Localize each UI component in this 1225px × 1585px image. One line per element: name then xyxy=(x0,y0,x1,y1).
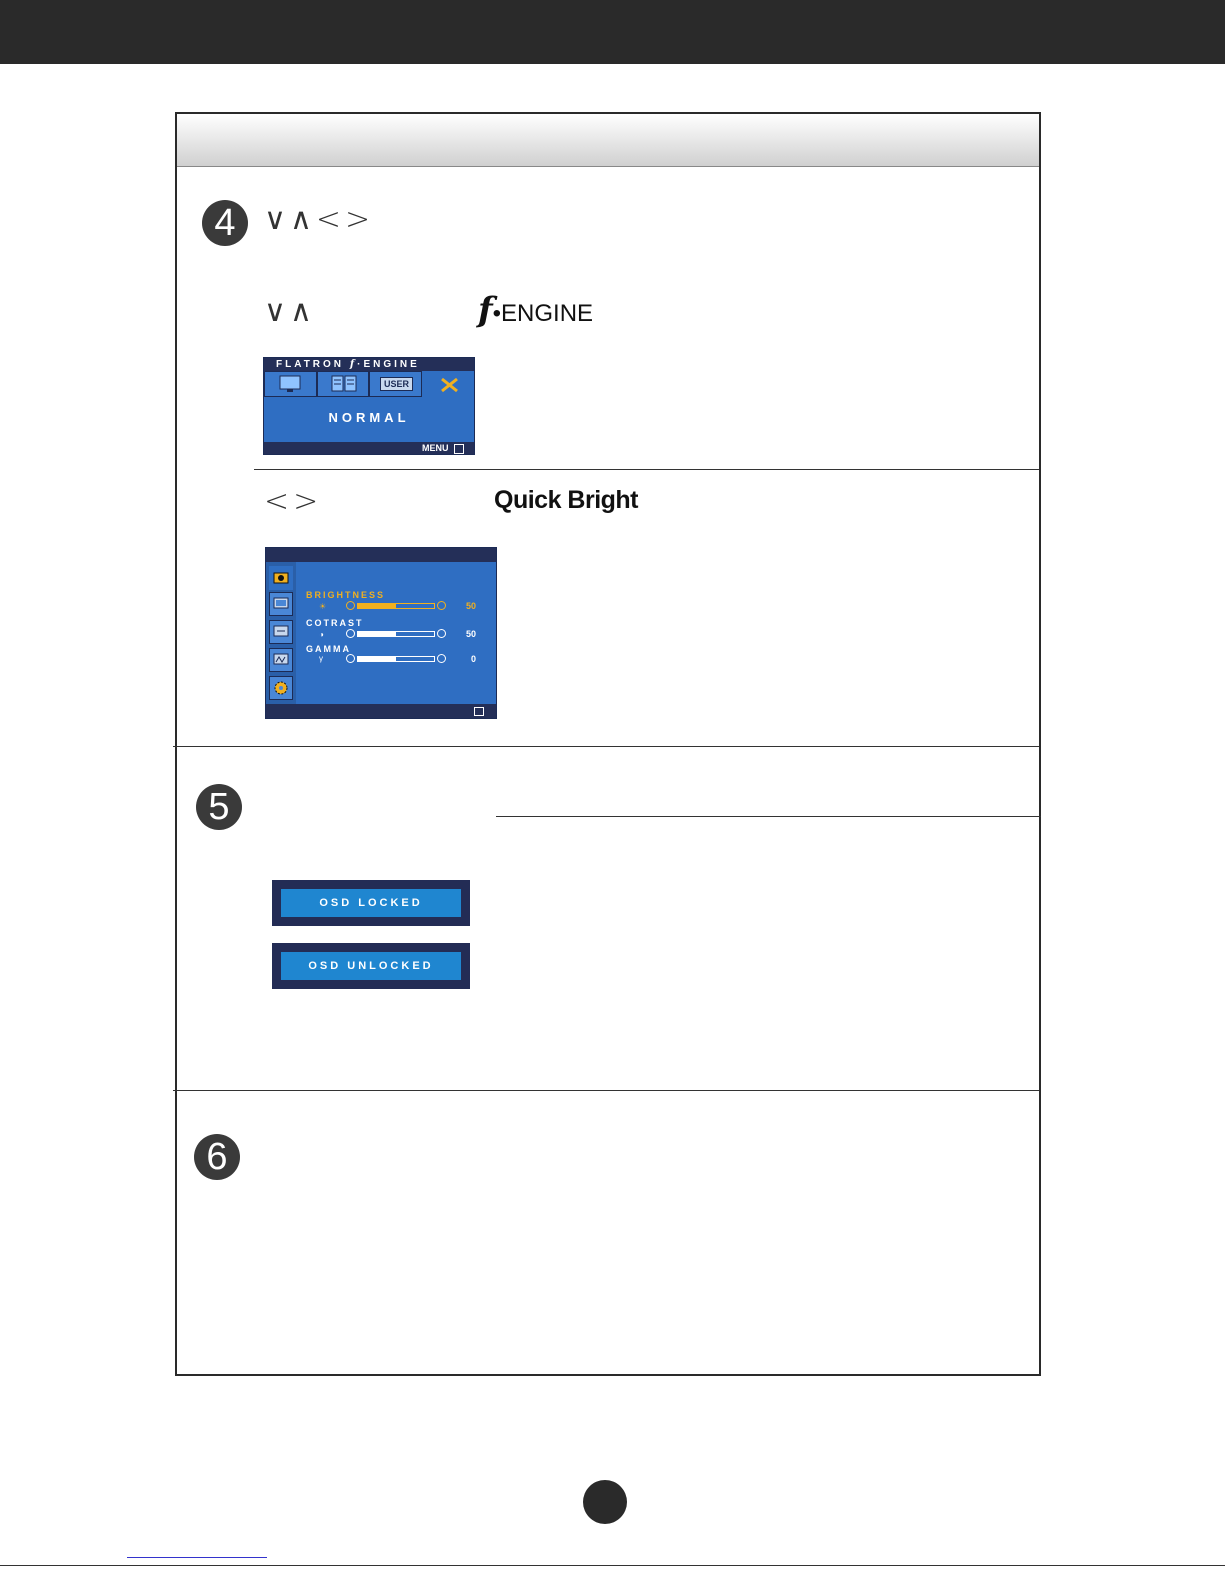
exit-icon[interactable] xyxy=(474,707,484,716)
osd-fengine-footer xyxy=(264,442,474,454)
contrast-fill xyxy=(358,632,396,636)
gamma-value: 0 xyxy=(470,654,476,664)
osd-title-f: f xyxy=(349,359,358,370)
close-x-icon xyxy=(439,376,461,394)
osd2-top-bar xyxy=(266,548,496,562)
osd-fengine-title xyxy=(264,358,474,371)
contrast-slider[interactable] xyxy=(346,630,446,638)
tab-movie[interactable] xyxy=(264,371,317,397)
osd-locked-box xyxy=(272,880,470,926)
osd2-sidebar xyxy=(266,562,296,704)
osd-unlocked-label: OSD UNLOCKED xyxy=(281,952,461,980)
osd-mode-value: NORMAL xyxy=(328,410,410,425)
footer-link-underline[interactable] xyxy=(127,1557,267,1558)
gamma-slider[interactable] xyxy=(346,655,446,663)
minus-icon xyxy=(346,654,355,663)
document-icon xyxy=(331,375,357,393)
section4-inner-divider xyxy=(254,469,1039,470)
sun-icon: ☀ xyxy=(319,602,327,611)
tracking-icon[interactable] xyxy=(269,620,293,644)
contrast-icon: ◑ xyxy=(319,630,324,639)
section-divider-4-5 xyxy=(173,746,1039,747)
osd-title-left: FLATRON xyxy=(276,359,345,370)
contrast-value: 50 xyxy=(465,629,476,639)
minus-icon xyxy=(346,629,355,638)
gamma-label: GAMMA xyxy=(306,644,351,654)
step-number-6: 6 xyxy=(194,1134,240,1180)
brightness-fill xyxy=(358,604,396,608)
color-icon[interactable] xyxy=(269,592,293,616)
exit-icon xyxy=(454,444,464,454)
footer-rule xyxy=(0,1565,1225,1566)
fengine-logo xyxy=(478,290,593,330)
gear-icon[interactable] xyxy=(269,676,293,700)
minus-icon xyxy=(346,601,355,610)
top-header-bar xyxy=(0,0,1225,64)
menu-label: MENU xyxy=(421,443,449,453)
plus-icon xyxy=(437,601,446,610)
fengine-label: •ENGINE xyxy=(492,300,594,327)
setup-icon[interactable] xyxy=(269,648,293,672)
brightness-label: BRIGHTNESS xyxy=(306,590,386,600)
osd-fengine-menu xyxy=(263,357,475,455)
brightness-value: 50 xyxy=(465,601,476,611)
fengine-f: f xyxy=(478,290,493,330)
osd-fengine-tabs xyxy=(264,371,474,397)
tab-close[interactable] xyxy=(422,371,475,397)
gamma-fill xyxy=(358,657,396,661)
step-number-5: 5 xyxy=(196,784,242,830)
section-divider-5-6 xyxy=(173,1090,1039,1091)
frame-header xyxy=(177,114,1039,167)
contrast-label: COTRAST xyxy=(306,618,364,628)
user-label: USER xyxy=(380,377,413,391)
tab-text[interactable] xyxy=(317,371,370,397)
osd-title-right: ·ENGINE xyxy=(357,359,420,370)
tab-user[interactable] xyxy=(369,371,422,397)
section5-rule xyxy=(496,816,1041,817)
osd-unlocked-box xyxy=(272,943,470,989)
plus-icon xyxy=(437,654,446,663)
nav-buttons-glyphs: ∨∧<> xyxy=(264,202,375,237)
brightness-slider[interactable] xyxy=(346,602,446,610)
osd2-bottom-bar xyxy=(266,704,496,718)
quick-bright-label: Quick Bright xyxy=(494,486,639,514)
osd-locked-label: OSD LOCKED xyxy=(281,889,461,917)
step-number-4: 4 xyxy=(202,200,248,246)
updown-buttons-glyphs: ∨∧ xyxy=(264,294,316,329)
picture-icon[interactable] xyxy=(269,566,293,590)
leftright-buttons-glyphs: <> xyxy=(264,484,323,519)
osd-quick-bright-menu xyxy=(265,547,497,719)
page-number-badge xyxy=(583,1480,627,1524)
plus-icon xyxy=(437,629,446,638)
gamma-icon: γ xyxy=(319,654,323,663)
monitor-icon xyxy=(279,375,301,393)
